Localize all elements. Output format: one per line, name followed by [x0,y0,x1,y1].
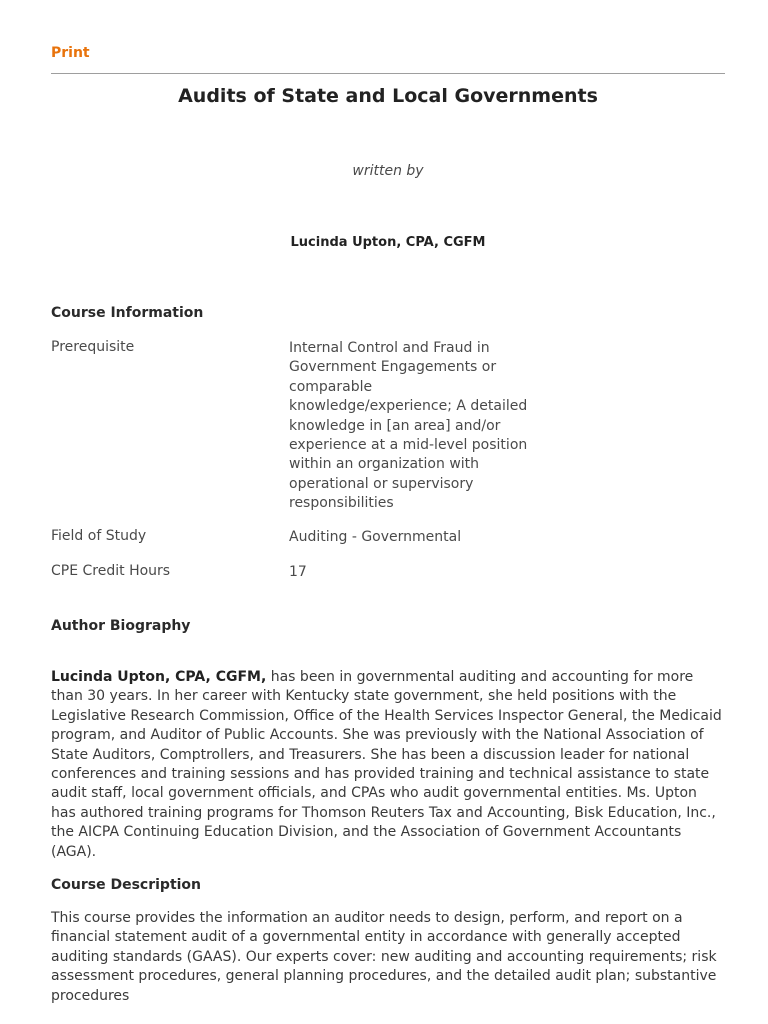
cpe-credit-hours-value: 17 [289,564,307,580]
author-name: Lucinda Upton, CPA, CGFM [290,235,486,250]
biography-body: has been in governmental auditing and accounting for more than 30 years. In her career with Kentucky state government, she held positions with the Legislative Research Commission, Office of the Health Services Inspector General, the Medicaid program, and Auditor of Public Accounts. She was previously with the National Association of State Auditors, Comptrollers, and Treasurers. She has been a discussion leader for national conferences and training sessions and has provided training and technical assistance to state audit staff, local government officials, and CPAs who audit governmental entities. Ms. Upton has authored training programs for Thomson Reuters Tax and Accounting, Bisk Education, Inc., the AICPA Continuing Education Division, and the Association of Government Accountants (AGA). [51,669,722,860]
document-title: Audits of State and Local Governments [178,85,598,107]
prerequisite-label: Prerequisite [51,339,135,355]
header-divider [51,73,725,74]
author-biography-text [51,668,725,862]
course-description-heading: Course Description [51,877,202,893]
written-by-label: written by [352,163,424,179]
print-link[interactable]: Print [51,45,90,61]
course-description-text: This course provides the information an auditor needs to design, perform, and report on a financial statement audit of a governmental entity in accordance with generally accepted auditing standards (GAAS). Our experts cover: new auditing and accounting requirements; risk assessment procedures, general planning procedures, and the detailed audit plan; substantive procedures [51,910,717,1004]
field-of-study-value: Auditing - Governmental [289,529,462,545]
prerequisite-value: Internal Control and Fraud in Government Engagements or comparable knowledge/experience; A detailed knowledge in [an area] and/or experience at a mid-level position within an organization with operational or supervisory responsibilities [289,340,528,512]
biography-author-name: Lucinda Upton, CPA, CGFM, [51,669,267,685]
author-biography-heading: Author Biography [51,618,191,634]
course-information-heading: Course Information [51,305,204,321]
cpe-credit-hours-label: CPE Credit Hours [51,563,171,579]
field-of-study-label: Field of Study [51,528,147,544]
